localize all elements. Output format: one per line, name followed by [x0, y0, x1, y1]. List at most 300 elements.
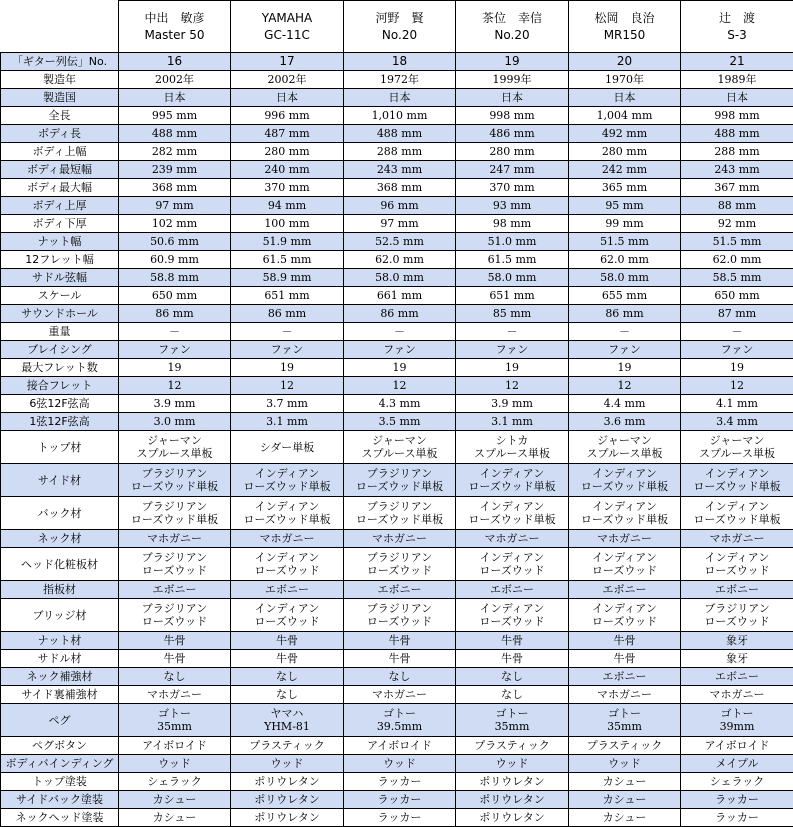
spec-value: [119, 704, 231, 737]
spec-value: エボニー: [681, 668, 793, 686]
spec-value: [569, 599, 681, 632]
guitar-header-2: [231, 1, 344, 53]
spec-value: [231, 497, 344, 530]
spec-value: 4.4 mm: [569, 395, 681, 413]
spec-value: 12: [344, 377, 456, 395]
spec-value-line: ジャーマン: [569, 434, 680, 447]
spec-value: マホガニー: [119, 530, 231, 548]
spec-value-line: ローズウッド: [569, 615, 680, 628]
spec-value: 492 mm: [569, 125, 681, 143]
maker-name: 茶位 幸信: [456, 10, 568, 27]
header-row: [1, 1, 793, 53]
spec-value: 牛骨: [344, 650, 456, 668]
spec-value: 牛骨: [344, 632, 456, 650]
guitar-number-5: 20: [569, 53, 681, 71]
spec-value: エボニー: [119, 581, 231, 599]
spec-value-line: ブラジリアン: [119, 500, 230, 513]
number-label: 「ギター列伝」No.: [1, 53, 119, 71]
spec-value: 牛骨: [119, 650, 231, 668]
spec-value: 100 mm: [231, 215, 344, 233]
spec-value-line: ブラジリアン: [344, 602, 455, 615]
spec-value: 1970年: [569, 71, 681, 89]
spec-row: [1, 773, 793, 791]
spec-row: [1, 704, 793, 737]
spec-value: なし: [231, 686, 344, 704]
spec-row: [1, 668, 793, 686]
spec-value: [344, 704, 456, 737]
spec-value: 51.5 mm: [681, 233, 793, 251]
spec-value-line: インディアン: [231, 467, 343, 480]
spec-value: 239 mm: [119, 161, 231, 179]
spec-value: 243 mm: [344, 161, 456, 179]
spec-value: [569, 704, 681, 737]
spec-row: [1, 323, 793, 341]
spec-label: ボディバインディング: [1, 755, 119, 773]
spec-value: 4.3 mm: [344, 395, 456, 413]
spec-value-line: YHM-81: [231, 720, 343, 733]
spec-value: 19: [119, 359, 231, 377]
spec-label: サイド裏補強材: [1, 686, 119, 704]
spec-value-line: ゴトー: [569, 707, 680, 720]
spec-value-line: ローズウッド単板: [344, 513, 455, 526]
model-name: GC-11C: [231, 27, 343, 44]
spec-value: 51.0 mm: [456, 233, 569, 251]
spec-value: [456, 548, 569, 581]
spec-label: 全長: [1, 107, 119, 125]
spec-value: 1,004 mm: [569, 107, 681, 125]
spec-label: ヘッド化粧板材: [1, 548, 119, 581]
spec-row: [1, 464, 793, 497]
spec-value-line: 35mm: [569, 720, 680, 733]
spec-value: ウッド: [119, 755, 231, 773]
spec-label: ボディ下厚: [1, 215, 119, 233]
guitar-header-5: [569, 1, 681, 53]
spec-label: トップ材: [1, 431, 119, 464]
spec-value: 58.0 mm: [344, 269, 456, 287]
spec-value: 58.0 mm: [569, 269, 681, 287]
spec-value: カシュー: [119, 791, 231, 809]
spec-value: カシュー: [569, 773, 681, 791]
spec-label: 1弦12F弦高: [1, 413, 119, 431]
spec-value-line: インディアン: [456, 500, 568, 513]
spec-value: [119, 599, 231, 632]
spec-value: 19: [456, 359, 569, 377]
spec-value: 19: [344, 359, 456, 377]
spec-value: 651 mm: [456, 287, 569, 305]
spec-value: [344, 599, 456, 632]
spec-row: [1, 341, 793, 359]
spec-label: 接合フレット: [1, 377, 119, 395]
spec-value: －: [344, 323, 456, 341]
spec-value: 牛骨: [456, 632, 569, 650]
spec-value: 58.9 mm: [231, 269, 344, 287]
spec-value: ラッカー: [344, 773, 456, 791]
spec-value-line: ローズウッド: [681, 564, 793, 577]
spec-value-line: ローズウッド単板: [681, 513, 793, 526]
spec-row: [1, 233, 793, 251]
spec-value-line: インディアン: [231, 602, 343, 615]
spec-value: [569, 431, 681, 464]
spec-value: ポリウレタン: [456, 773, 569, 791]
maker-name: 河野 賢: [344, 10, 455, 27]
spec-value: 日本: [231, 89, 344, 107]
spec-value: 62.0 mm: [344, 251, 456, 269]
model-name: No.20: [456, 27, 568, 44]
spec-value: ポリウレタン: [456, 809, 569, 827]
spec-value: マホガニー: [344, 530, 456, 548]
spec-value-line: インディアン: [456, 551, 568, 564]
spec-value: 288 mm: [681, 143, 793, 161]
spec-value: 19: [569, 359, 681, 377]
spec-value: 368 mm: [344, 179, 456, 197]
spec-row: [1, 305, 793, 323]
guitar-number-2: 17: [231, 53, 344, 71]
spec-value: エボニー: [569, 581, 681, 599]
spec-value: 象牙: [681, 632, 793, 650]
model-name: No.20: [344, 27, 455, 44]
spec-row: [1, 269, 793, 287]
spec-value: 牛骨: [569, 650, 681, 668]
spec-value: 50.6 mm: [119, 233, 231, 251]
spec-value: なし: [456, 686, 569, 704]
spec-value: 1,010 mm: [344, 107, 456, 125]
spec-value: [231, 548, 344, 581]
spec-value-line: ジャーマン: [119, 434, 230, 447]
spec-value-line: スプルース単板: [569, 447, 680, 460]
spec-row: [1, 395, 793, 413]
spec-value: マホガニー: [119, 686, 231, 704]
spec-value-line: スプルース単板: [456, 447, 568, 460]
spec-value: 87 mm: [681, 305, 793, 323]
spec-value: ファン: [681, 341, 793, 359]
spec-value: 486 mm: [456, 125, 569, 143]
spec-value: ポリウレタン: [231, 809, 344, 827]
spec-value-line: インディアン: [231, 500, 343, 513]
spec-value-line: ローズウッド: [231, 615, 343, 628]
guitar-number-1: 16: [119, 53, 231, 71]
spec-value: エボニー: [231, 581, 344, 599]
spec-value: マホガニー: [231, 530, 344, 548]
spec-value: 97 mm: [344, 215, 456, 233]
spec-value: マホガニー: [681, 686, 793, 704]
spec-label: サドル弦幅: [1, 269, 119, 287]
spec-value: [681, 497, 793, 530]
spec-value: 85 mm: [456, 305, 569, 323]
spec-row: [1, 287, 793, 305]
spec-value: ウッド: [569, 755, 681, 773]
spec-value: 97 mm: [119, 197, 231, 215]
spec-value: 998 mm: [456, 107, 569, 125]
spec-value: 3.4 mm: [681, 413, 793, 431]
spec-value-line: ローズウッド単板: [119, 513, 230, 526]
spec-value-line: ローズウッド単板: [569, 513, 680, 526]
spec-value: マホガニー: [344, 686, 456, 704]
spec-value: プラスティック: [231, 737, 344, 755]
spec-value: 12: [569, 377, 681, 395]
spec-value-line: ゴトー: [456, 707, 568, 720]
spec-value-line: インディアン: [569, 602, 680, 615]
spec-value: 58.8 mm: [119, 269, 231, 287]
spec-value-line: ジャーマン: [344, 434, 455, 447]
spec-value-line: 35mm: [456, 720, 568, 733]
spec-value: 3.7 mm: [231, 395, 344, 413]
spec-value-line: インディアン: [681, 551, 793, 564]
spec-value: 995 mm: [119, 107, 231, 125]
spec-value: 3.5 mm: [344, 413, 456, 431]
spec-value: 86 mm: [344, 305, 456, 323]
spec-value: 牛骨: [569, 632, 681, 650]
spec-value: カシュー: [119, 809, 231, 827]
spec-value: 998 mm: [681, 107, 793, 125]
spec-value-line: ローズウッド: [119, 615, 230, 628]
spec-value: 98 mm: [456, 215, 569, 233]
spec-value: アイボロイド: [681, 737, 793, 755]
spec-value: ファン: [231, 341, 344, 359]
spec-value: 61.5 mm: [456, 251, 569, 269]
spec-value: 51.5 mm: [569, 233, 681, 251]
spec-value: 51.9 mm: [231, 233, 344, 251]
spec-value: 280 mm: [569, 143, 681, 161]
spec-value-line: ローズウッド: [569, 564, 680, 577]
spec-row: [1, 251, 793, 269]
spec-value: 19: [231, 359, 344, 377]
spec-value: 368 mm: [119, 179, 231, 197]
spec-value: 280 mm: [456, 143, 569, 161]
spec-row: [1, 686, 793, 704]
guitar-header-6: [681, 1, 793, 53]
spec-value: 2002年: [119, 71, 231, 89]
spec-value: [344, 548, 456, 581]
spec-value: なし: [231, 668, 344, 686]
spec-value: 3.1 mm: [231, 413, 344, 431]
spec-value: 日本: [119, 89, 231, 107]
guitar-header-1: [119, 1, 231, 53]
spec-value: 288 mm: [344, 143, 456, 161]
spec-value: ラッカー: [681, 809, 793, 827]
spec-value: マホガニー: [569, 530, 681, 548]
spec-value: [681, 464, 793, 497]
spec-value: 247 mm: [456, 161, 569, 179]
spec-value-line: スプルース単板: [681, 447, 793, 460]
spec-value: 655 mm: [569, 287, 681, 305]
spec-row: [1, 530, 793, 548]
spec-value: 280 mm: [231, 143, 344, 161]
spec-label: ナット材: [1, 632, 119, 650]
spec-value-line: ブラジリアン: [119, 467, 230, 480]
spec-label: ボディ上厚: [1, 197, 119, 215]
spec-value: 86 mm: [569, 305, 681, 323]
spec-value: ウッド: [456, 755, 569, 773]
spec-value: 650 mm: [681, 287, 793, 305]
spec-value: エボニー: [569, 668, 681, 686]
spec-value: [456, 464, 569, 497]
maker-name: 中出 敏彦: [119, 10, 230, 27]
spec-value: 99 mm: [569, 215, 681, 233]
spec-row: [1, 197, 793, 215]
spec-value-line: スプルース単板: [119, 447, 230, 460]
spec-value: [569, 464, 681, 497]
spec-value-line: ジャーマン: [681, 434, 793, 447]
spec-value: [119, 497, 231, 530]
spec-value: 92 mm: [681, 215, 793, 233]
spec-value: ファン: [456, 341, 569, 359]
spec-value: 102 mm: [119, 215, 231, 233]
spec-value: ファン: [569, 341, 681, 359]
spec-label: トップ塗装: [1, 773, 119, 791]
spec-label: ナット幅: [1, 233, 119, 251]
spec-label: ブレイシング: [1, 341, 119, 359]
spec-value: アイボロイド: [119, 737, 231, 755]
spec-value: 282 mm: [119, 143, 231, 161]
spec-value: 488 mm: [119, 125, 231, 143]
spec-value: ウッド: [231, 755, 344, 773]
spec-value: [681, 599, 793, 632]
spec-value: 日本: [344, 89, 456, 107]
spec-value: 19: [681, 359, 793, 377]
spec-value-line: ローズウッド単板: [231, 480, 343, 493]
guitar-number-6: 21: [681, 53, 793, 71]
spec-value-line: ローズウッド: [456, 615, 568, 628]
spec-value: マホガニー: [456, 530, 569, 548]
spec-label: サウンドホール: [1, 305, 119, 323]
guitar-header-4: [456, 1, 569, 53]
spec-value-line: インディアン: [231, 551, 343, 564]
spec-value: ポリウレタン: [231, 791, 344, 809]
spec-label: サドル材: [1, 650, 119, 668]
spec-value: ラッカー: [344, 791, 456, 809]
spec-value: 94 mm: [231, 197, 344, 215]
spec-value: 488 mm: [344, 125, 456, 143]
spec-label: 製造国: [1, 89, 119, 107]
spec-value: 488 mm: [681, 125, 793, 143]
spec-row: [1, 791, 793, 809]
spec-value: [344, 497, 456, 530]
spec-value-line: スプルース単板: [344, 447, 455, 460]
spec-value: ウッド: [344, 755, 456, 773]
spec-value: 3.1 mm: [456, 413, 569, 431]
spec-value-line: インディアン: [456, 467, 568, 480]
spec-row: [1, 215, 793, 233]
spec-value: 240 mm: [231, 161, 344, 179]
spec-label: バック材: [1, 497, 119, 530]
spec-value-line: ローズウッド: [119, 564, 230, 577]
spec-value: 日本: [681, 89, 793, 107]
spec-label: 指板材: [1, 581, 119, 599]
spec-value-line: 35mm: [119, 720, 230, 733]
spec-value: なし: [119, 668, 231, 686]
spec-label: 6弦12F弦高: [1, 395, 119, 413]
spec-value: ラッカー: [681, 791, 793, 809]
guitar-header-3: [344, 1, 456, 53]
spec-value-line: ゴトー: [681, 707, 793, 720]
spec-label: ボディ最大幅: [1, 179, 119, 197]
spec-value-line: ローズウッド: [344, 564, 455, 577]
spec-value-line: ゴトー: [344, 707, 455, 720]
spec-value: 370 mm: [456, 179, 569, 197]
spec-value: アイボロイド: [344, 737, 456, 755]
spec-value-line: ブラジリアン: [344, 500, 455, 513]
spec-row: [1, 755, 793, 773]
spec-value: エボニー: [456, 581, 569, 599]
spec-value-line: ローズウッド: [231, 564, 343, 577]
spec-row: [1, 809, 793, 827]
spec-value: メイプル: [681, 755, 793, 773]
spec-value: －: [231, 323, 344, 341]
spec-value: [119, 431, 231, 464]
maker-name: YAMAHA: [231, 10, 343, 27]
spec-value-line: ヤマハ: [231, 707, 343, 720]
spec-value: 242 mm: [569, 161, 681, 179]
spec-value: 2002年: [231, 71, 344, 89]
spec-row: [1, 179, 793, 197]
spec-label: ネック補強材: [1, 668, 119, 686]
spec-value: プラスティック: [569, 737, 681, 755]
spec-value: [231, 599, 344, 632]
spec-value: ファン: [119, 341, 231, 359]
spec-label: ペグ: [1, 704, 119, 737]
spec-label: ペグボタン: [1, 737, 119, 755]
spec-value: 日本: [569, 89, 681, 107]
spec-label: 12フレット幅: [1, 251, 119, 269]
spec-value: [119, 464, 231, 497]
spec-value: 12: [681, 377, 793, 395]
spec-value: シェラック: [119, 773, 231, 791]
spec-value: [231, 704, 344, 737]
spec-value: 52.5 mm: [344, 233, 456, 251]
maker-name: 辻 渡: [681, 10, 793, 27]
spec-row: [1, 497, 793, 530]
spec-value-line: シトカ: [456, 434, 568, 447]
spec-value-line: ローズウッド単板: [119, 480, 230, 493]
spec-label: 最大フレット数: [1, 359, 119, 377]
spec-row: [1, 143, 793, 161]
spec-value: [231, 464, 344, 497]
spec-value: [344, 431, 456, 464]
corner-cell: [1, 1, 119, 53]
spec-value: [681, 431, 793, 464]
spec-value-line: ローズウッド: [681, 615, 793, 628]
spec-value: マホガニー: [569, 686, 681, 704]
spec-value: 12: [231, 377, 344, 395]
spec-value: 93 mm: [456, 197, 569, 215]
spec-value: 61.5 mm: [231, 251, 344, 269]
spec-value-line: インディアン: [681, 500, 793, 513]
model-name: Master 50: [119, 27, 230, 44]
spec-value: [456, 599, 569, 632]
guitar-number-4: 19: [456, 53, 569, 71]
number-row: [1, 53, 793, 71]
spec-row: [1, 377, 793, 395]
spec-value: [231, 431, 344, 464]
spec-value-line: ローズウッド単板: [344, 480, 455, 493]
spec-value: なし: [456, 668, 569, 686]
spec-value: 370 mm: [231, 179, 344, 197]
spec-label: ボディ上幅: [1, 143, 119, 161]
spec-label: ボディ最短幅: [1, 161, 119, 179]
spec-row: [1, 737, 793, 755]
spec-value: 487 mm: [231, 125, 344, 143]
spec-value: [456, 497, 569, 530]
spec-value-line: ローズウッド単板: [456, 513, 568, 526]
spec-value: 661 mm: [344, 287, 456, 305]
spec-row: [1, 599, 793, 632]
spec-value: [456, 704, 569, 737]
spec-row: [1, 548, 793, 581]
spec-value: 996 mm: [231, 107, 344, 125]
spec-value-line: ブラジリアン: [344, 551, 455, 564]
spec-value: [344, 464, 456, 497]
spec-value: 12: [119, 377, 231, 395]
